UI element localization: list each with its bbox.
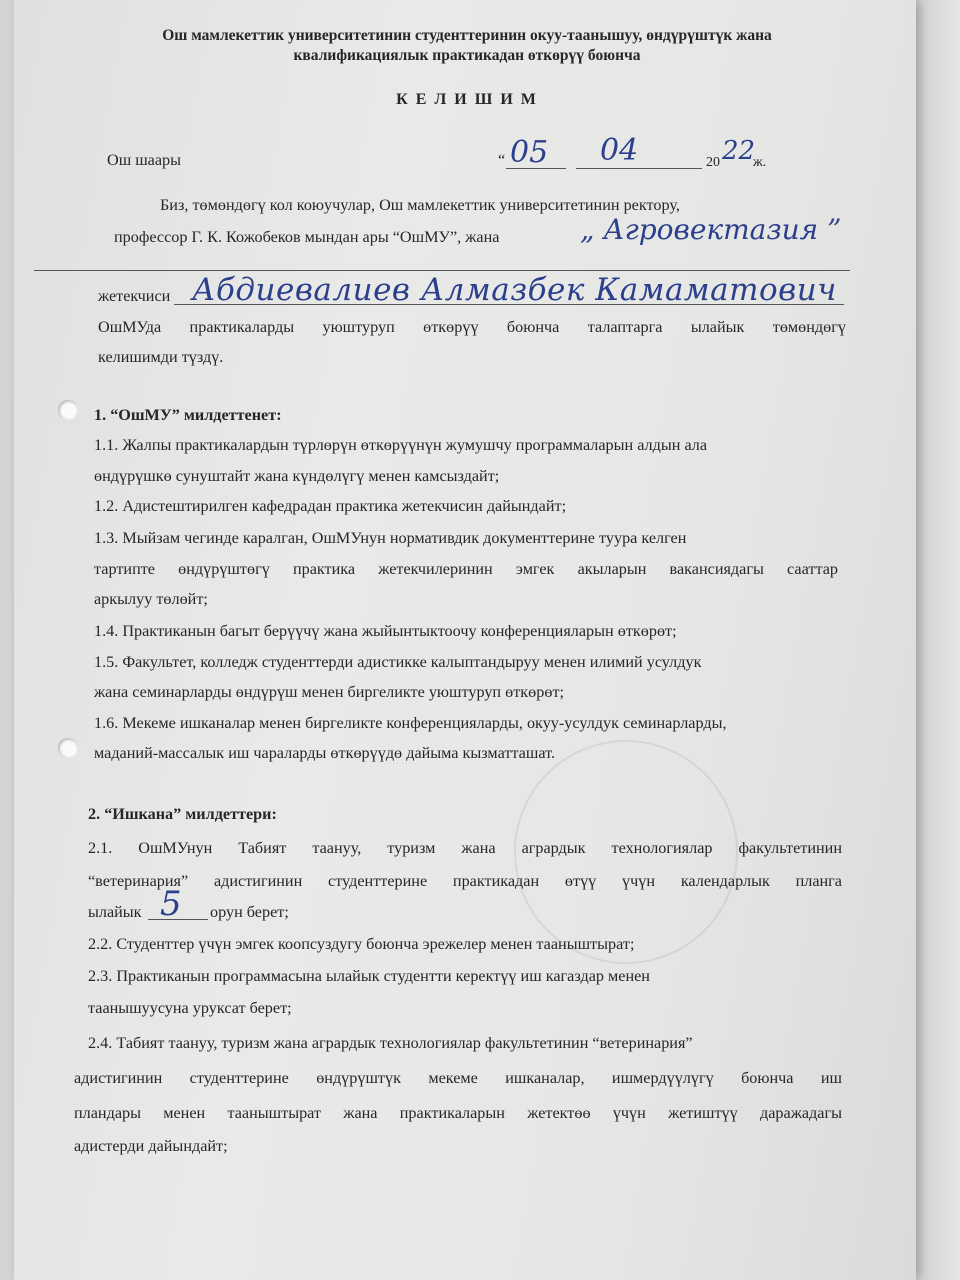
document-title: К Е Л И Ш И М: [396, 91, 538, 108]
seats-count-handwritten: 5: [160, 884, 182, 924]
s1-line-10: 1.6. Мекеме ишканалар менен биргеликте конференцияларды, окуу-усулдук семинарларды,: [94, 714, 727, 732]
date-open-quote: “: [498, 151, 506, 169]
s1-line-5: тартипте өндүрүштөгү практика жетекчилеринин эмгек акыларын вакансиядагы сааттар: [94, 560, 838, 578]
s2-line-8: адистигинин студенттерине өндүрүштүк мекеме ишканалар, ишмердүүлүгү боюнча иш: [74, 1069, 842, 1087]
section-2-heading: 2. “Ишкана” милдеттери:: [88, 805, 277, 823]
s2-line-3-prefix: ылайык: [88, 903, 142, 921]
section-1-heading: 1. “ОшМУ” милдеттенет:: [94, 406, 282, 424]
s2-line-6: таанышуусуна уруксат берет;: [88, 999, 292, 1017]
year-end: ж.: [753, 155, 767, 170]
s1-line-3: 1.2. Адистештирилген кафедрадан практика жетекчисин дайындайт;: [94, 497, 567, 515]
s2-line-10: адистерди дайындайт;: [74, 1137, 228, 1155]
s2-line-2: “ветеринария” адистигинин студенттерине практикадан өтүү үчүн календарлык планга: [88, 872, 842, 890]
s1-line-7: 1.4. Практиканын багыт берүүчү жана жыйынтыктоочу конференцияларын өткөрөт;: [94, 622, 677, 640]
month-underline: [576, 168, 702, 169]
company-name-handwritten: „ Агровектазия ”: [580, 213, 842, 246]
intro-line-2: профессор Г. К. Кожобеков мындан ары “ОшМУ”, жана: [114, 228, 500, 246]
header-line-1: Ош мамлекеттик университетинин студенттеринин окуу-таанышуу, өндүрүштүк жана: [162, 27, 772, 44]
intro-line-4: ОшМУда практикаларды уюштуруп өткөрүү боюнча талаптарга ылайык төмөндөгү: [98, 318, 846, 336]
s2-line-3-suffix: орун берет;: [210, 903, 289, 921]
city-label: Ош шаары: [107, 151, 182, 169]
s1-line-11: маданий-массалык иш чараларды өткөрүүдө дайыма кызматташат.: [94, 744, 555, 762]
s2-line-4: 2.2. Студенттер үчүн эмгек коопсуздугу боюнча эрежелер менен тааныштырат;: [88, 935, 635, 953]
intro-line-5: келишимди түздү.: [98, 348, 224, 366]
s1-line-4: 1.3. Мыйзам чегинде каралган, ОшМУнун нормативдик документтерине туура келген: [94, 529, 687, 547]
s1-line-8: 1.5. Факультет, колледж студенттерди адистикке калыптандыруу менен илимий усулдук: [94, 653, 702, 671]
year-prefix: 20: [706, 155, 720, 170]
head-underline: [174, 304, 844, 305]
date-year-handwritten: 22: [722, 136, 756, 166]
company-underline: [34, 270, 850, 271]
s1-line-2: өндүрүшкө сунуштайт жана күндөлүгү менен камсыздайт;: [94, 467, 500, 485]
underlying-sheet-edge: [910, 0, 960, 1280]
s2-line-1: 2.1. ОшМУнун Табият таануу, туризм жана агрардык технологиялар факультетинин: [88, 839, 842, 857]
s1-line-1: 1.1. Жалпы практикалардын түрлөрүн өткөрүүнүн жумушчу программаларын алдын ала: [94, 436, 708, 454]
intro-line-1: Биз, төмөндөгү кол коюучулар, Ош мамлекеттик университетинин ректору,: [160, 196, 680, 214]
s1-line-9: жана семинарларды өндүрүш менен биргеликте уюштуруп өткөрөт;: [94, 683, 565, 701]
s2-line-7: 2.4. Табият таануу, туризм жана агрардык технологиялар факультетинин “ветеринария”: [88, 1034, 693, 1052]
punch-hole-top: [58, 400, 78, 420]
agreement-page: [14, 0, 916, 1280]
header-line-2: квалификациялык практикадан өткөрүү боюнча: [293, 47, 641, 64]
head-label: жетекчиси: [98, 287, 171, 305]
date-day-handwritten: 05: [510, 135, 549, 170]
punch-hole-bottom: [58, 738, 78, 758]
head-name-handwritten: Абдиевалиев Алмазбек Камаматович: [192, 272, 837, 308]
s2-line-5: 2.3. Практиканын программасына ылайык студентти керектүү иш кагаздар менен: [88, 967, 650, 985]
date-month-handwritten: 04: [600, 133, 639, 168]
s2-line-9: пландары менен тааныштырат жана практикаларын жетектөө үчүн жетиштүү даражадагы: [74, 1104, 842, 1122]
s1-line-6: аркылуу төлөйт;: [94, 590, 208, 608]
